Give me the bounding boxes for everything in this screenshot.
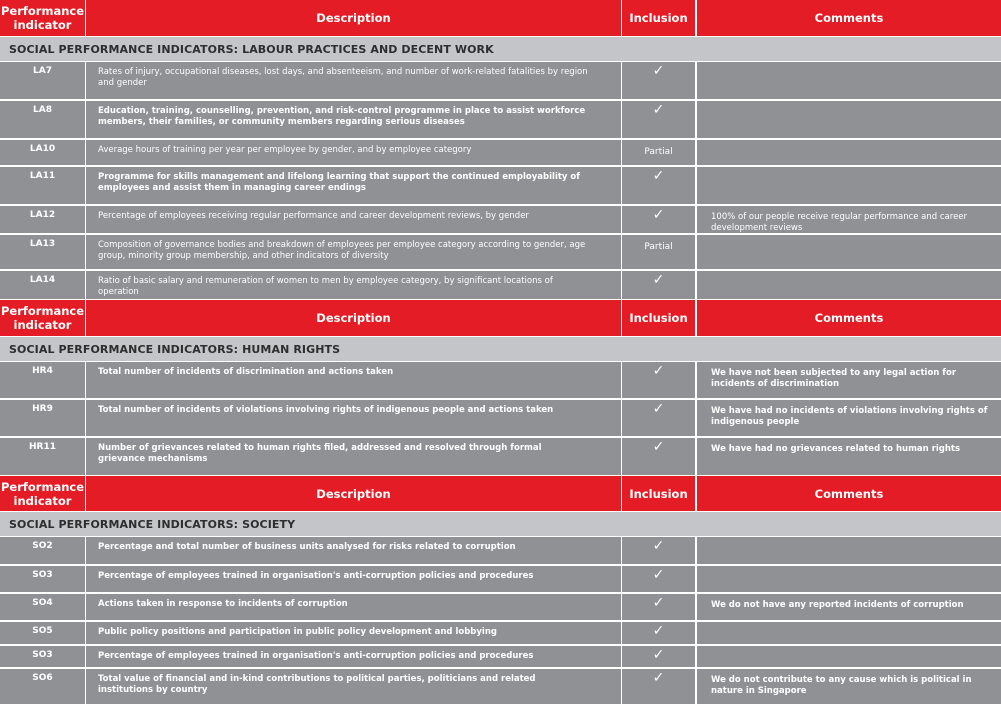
header-description: Description (86, 0, 621, 36)
checkmark-icon: ✓ (622, 62, 695, 99)
table-row (0, 646, 1001, 667)
table-row (0, 167, 1001, 204)
table-row (0, 669, 1001, 704)
checkmark-icon: ✓ (622, 622, 695, 644)
header-comments: Comments (697, 0, 1001, 36)
indicator-description: Average hours of training per year per employee by gender, and by employee category (86, 140, 621, 165)
checkmark-icon: ✓ (622, 594, 695, 620)
indicator-description: Public policy positions and participation in public policy development and lobbying (86, 622, 621, 644)
indicator-comment (697, 235, 1001, 269)
table-row (0, 438, 1001, 475)
checkmark-icon: ✓ (622, 400, 695, 436)
indicator-id: SO4 (0, 594, 85, 620)
indicator-comment (697, 167, 1001, 204)
indicator-comment (697, 140, 1001, 165)
header-indicator: Performance indicator (0, 0, 85, 36)
table-row (0, 206, 1001, 233)
checkmark-icon: ✓ (622, 271, 695, 299)
table-header (0, 0, 1001, 36)
indicator-comment (697, 62, 1001, 99)
indicator-description: Number of grievances related to human rights filed, addressed and resolved through formal grievance mechanisms (86, 438, 621, 475)
table-row (0, 101, 1001, 138)
checkmark-icon: ✓ (622, 669, 695, 704)
indicator-id: LA10 (0, 140, 85, 165)
indicator-comment: 100% of our people receive regular performance and career development reviews (697, 206, 1001, 233)
inclusion-status (622, 235, 695, 269)
checkmark-icon: ✓ (622, 566, 695, 592)
header-inclusion: Inclusion (622, 476, 695, 511)
partial-label: Partial (644, 242, 673, 252)
indicator-id: HR9 (0, 400, 85, 436)
indicator-id: HR11 (0, 438, 85, 475)
section-title-human-rights: SOCIAL PERFORMANCE INDICATORS: HUMAN RIGHTS (0, 337, 1001, 361)
indicator-description: Education, training, counselling, prevention, and risk-control programme in place to assist workforce members, their families, or community members regarding serious diseases (86, 101, 621, 138)
table-row (0, 537, 1001, 564)
indicator-comment (697, 101, 1001, 138)
checkmark-icon: ✓ (622, 438, 695, 475)
indicator-description: Composition of governance bodies and breakdown of employees per employee category according to gender, age group, minority group membership, and other indicators of diversity (86, 235, 621, 269)
indicator-id: SO3 (0, 566, 85, 592)
indicator-comment (697, 622, 1001, 644)
indicator-id: SO2 (0, 537, 85, 564)
table-row (0, 62, 1001, 99)
section-title-society: SOCIAL PERFORMANCE INDICATORS: SOCIETY (0, 512, 1001, 536)
checkmark-icon: ✓ (622, 537, 695, 564)
table-row (0, 235, 1001, 269)
table-row (0, 362, 1001, 398)
indicator-id: LA7 (0, 62, 85, 99)
partial-label: Partial (644, 147, 673, 157)
indicator-id: HR4 (0, 362, 85, 398)
section-title-labour: SOCIAL PERFORMANCE INDICATORS: LABOUR PRACTICES AND DECENT WORK (0, 37, 1001, 61)
indicator-comment (697, 566, 1001, 592)
checkmark-icon: ✓ (622, 167, 695, 204)
table-row (0, 271, 1001, 299)
indicator-description: Actions taken in response to incidents of corruption (86, 594, 621, 620)
indicator-comment (697, 537, 1001, 564)
indicator-comment: We have not been subjected to any legal action for incidents of discrimination (697, 362, 1001, 398)
indicator-id: LA14 (0, 271, 85, 299)
header-indicator: Performance indicator (0, 300, 85, 336)
indicator-description: Total value of financial and in-kind contributions to political parties, politicians and related institutions by country (86, 669, 621, 704)
header-inclusion: Inclusion (622, 300, 695, 336)
indicator-id: LA13 (0, 235, 85, 269)
indicator-id: SO3 (0, 646, 85, 667)
indicator-comment: We do not contribute to any cause which is political in nature in Singapore (697, 669, 1001, 704)
indicator-description: Total number of incidents of discrimination and actions taken (86, 362, 621, 398)
table-header (0, 476, 1001, 511)
indicator-description: Percentage of employees trained in organisation's anti-corruption policies and procedures (86, 566, 621, 592)
indicator-description: Ratio of basic salary and remuneration of women to men by employee category, by significant locations of operation (86, 271, 621, 299)
indicator-comment (697, 646, 1001, 667)
indicator-description: Total number of incidents of violations involving rights of indigenous people and actions taken (86, 400, 621, 436)
table-row (0, 622, 1001, 644)
checkmark-icon: ✓ (622, 362, 695, 398)
indicator-id: LA11 (0, 167, 85, 204)
table-row (0, 400, 1001, 436)
indicator-description: Percentage of employees receiving regular performance and career development reviews, by gender (86, 206, 621, 233)
checkmark-icon: ✓ (622, 206, 695, 233)
indicator-comment: We have had no incidents of violations involving rights of indigenous people (697, 400, 1001, 436)
checkmark-icon: ✓ (622, 101, 695, 138)
table-row (0, 594, 1001, 620)
indicator-id: SO6 (0, 669, 85, 704)
header-description: Description (86, 300, 621, 336)
indicator-id: SO5 (0, 622, 85, 644)
indicator-comment (697, 271, 1001, 299)
table-row (0, 566, 1001, 592)
indicator-description: Percentage of employees trained in organisation's anti-corruption policies and procedures (86, 646, 621, 667)
header-inclusion: Inclusion (622, 0, 695, 36)
header-comments: Comments (697, 300, 1001, 336)
header-comments: Comments (697, 476, 1001, 511)
indicator-id: LA8 (0, 101, 85, 138)
indicator-comment: We have had no grievances related to human rights (697, 438, 1001, 475)
indicator-comment: We do not have any reported incidents of corruption (697, 594, 1001, 620)
indicator-description: Programme for skills management and lifelong learning that support the continued employability of employees and assist them in managing career endings (86, 167, 621, 204)
checkmark-icon: ✓ (622, 646, 695, 667)
indicator-description: Rates of injury, occupational diseases, lost days, and absenteeism, and number of work-related fatalities by region and gender (86, 62, 621, 99)
indicator-description: Percentage and total number of business units analysed for risks related to corruption (86, 537, 621, 564)
header-description: Description (86, 476, 621, 511)
indicator-id: LA12 (0, 206, 85, 233)
inclusion-status (622, 140, 695, 165)
table-row (0, 140, 1001, 165)
header-indicator: Performance indicator (0, 476, 85, 511)
table-header (0, 300, 1001, 336)
